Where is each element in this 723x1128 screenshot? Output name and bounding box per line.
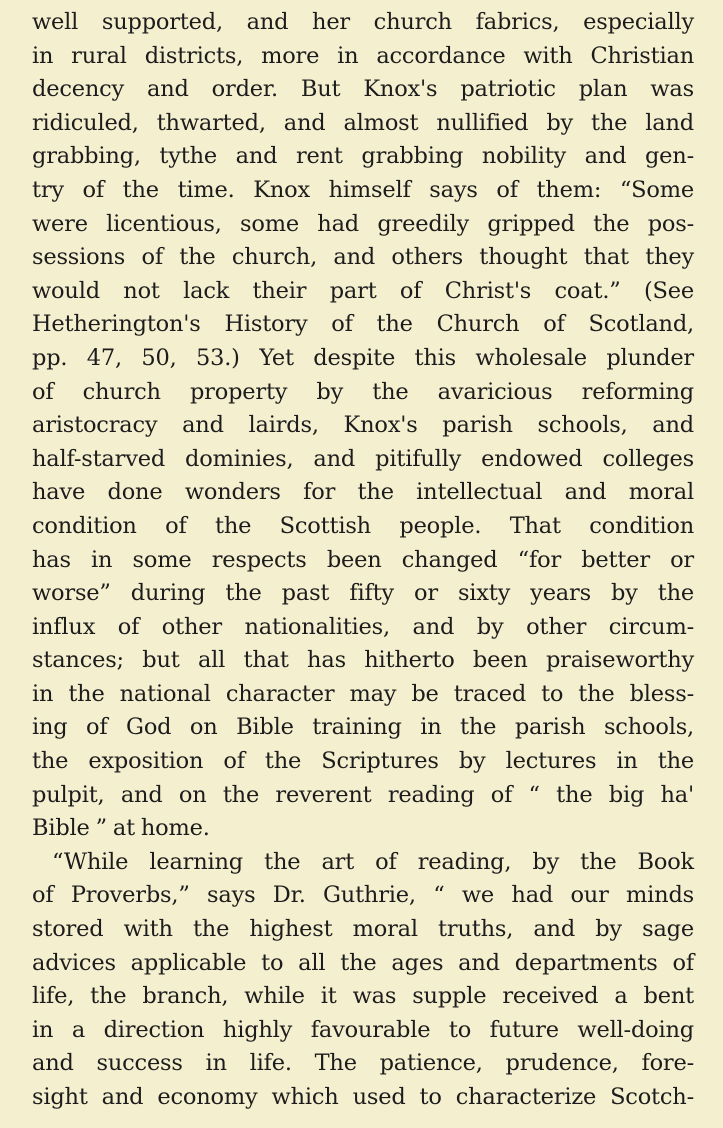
text-line: grabbing, tythe and rent grabbing nobility and gen-	[32, 143, 694, 170]
text-line: condition of the Scottish people. That condition	[32, 512, 694, 539]
text-line: has in some respects been changed “for better or	[32, 546, 694, 573]
text-line: the exposition of the Scriptures by lectures in the	[32, 748, 694, 775]
text-line: would not lack their part of Christ's coat.” (See	[32, 277, 694, 304]
text-line: worse” during the past fifty or sixty years by the	[32, 580, 694, 607]
page-text	[32, 6, 694, 1115]
text-line: pulpit, and on the reverent reading of “ the big ha'	[32, 781, 694, 808]
text-line: in a direction highly favourable to future well-doing	[32, 1016, 694, 1043]
text-line: of Proverbs,” says Dr. Guthrie, “ we had our minds	[32, 882, 694, 909]
text-line: ing of God on Bible training in the parish schools,	[32, 714, 694, 741]
text-line: stored with the highest moral truths, and by sage	[32, 916, 694, 943]
text-line: Hetherington's History of the Church of Scotland,	[32, 311, 694, 338]
text-line: sight and economy which used to characterize Scotch-	[32, 1084, 694, 1110]
text-line: “While learning the art of reading, by the Book	[52, 848, 694, 875]
text-line: life, the branch, while it was supple received a bent	[32, 983, 694, 1010]
text-line: ridiculed, thwarted, and almost nullified by the land	[32, 109, 694, 136]
text-line: well supported, and her church fabrics, especially	[32, 9, 694, 35]
text-line: in the national character may be traced to the bless-	[32, 680, 694, 707]
text-line: sessions of the church, and others thought that they	[32, 244, 694, 271]
text-line: Bible ” at home.	[32, 815, 210, 842]
text-line: and success in life. The patience, prudence, fore-	[32, 1050, 694, 1077]
text-line: decency and order. But Knox's patriotic plan was	[32, 76, 694, 103]
text-line: try of the time. Knox himself says of them: “Some	[32, 176, 694, 203]
text-line: were licentious, some had greedily gripped the pos-	[32, 210, 694, 237]
text-line: influx of other nationalities, and by other circum-	[32, 613, 694, 640]
text-line: half-starved dominies, and pitifully endowed colleges	[32, 445, 694, 472]
text-line: pp. 47, 50, 53.) Yet despite this wholesale plunder	[32, 344, 694, 371]
text-line: aristocracy and lairds, Knox's parish schools, and	[32, 412, 694, 439]
text-line: advices applicable to all the ages and departments of	[32, 949, 694, 976]
text-line: of church property by the avaricious reforming	[32, 378, 694, 405]
text-line: have done wonders for the intellectual and moral	[32, 479, 694, 506]
text-line: stances; but all that has hitherto been praiseworthy	[32, 647, 694, 674]
text-line: in rural districts, more in accordance with Christian	[32, 42, 694, 69]
